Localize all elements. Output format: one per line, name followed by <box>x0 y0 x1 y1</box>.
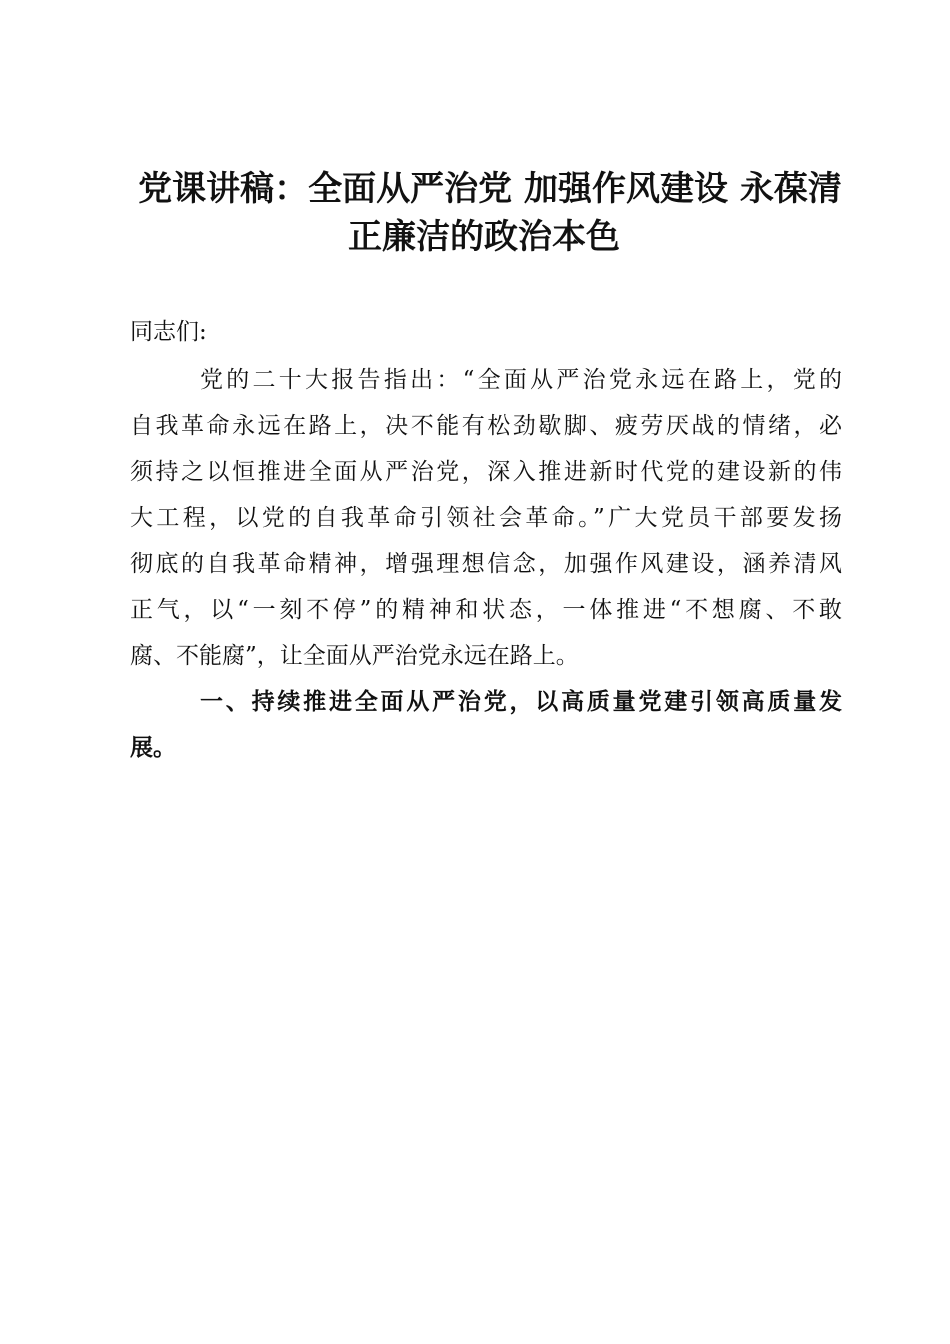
paragraph-line: 自我革命永远在路上，决不能有松劲歇脚、疲劳厌战的情绪，必 <box>130 413 842 439</box>
document-title-line: 正廉洁的政治本色 <box>348 217 620 257</box>
paragraph-line: 正气，以“一刻不停”的精神和状态，一体推进“不想腐、不敢 <box>130 597 842 623</box>
paragraph-line: 党的二十大报告指出：“全面从严治党永远在路上，党的 <box>200 367 842 393</box>
greeting: 同志们: <box>130 319 207 345</box>
section-heading-line: 一、持续推进全面从严治党，以高质量党建引领高质量发 <box>200 689 842 715</box>
document-title <box>110 165 870 261</box>
section-heading-line: 展。 <box>130 735 176 761</box>
body-paragraph <box>130 357 842 679</box>
paragraph-line: 腐、不能腐”，让全面从严治党永远在路上。 <box>130 643 579 669</box>
paragraph-line: 大工程，以党的自我革命引领社会革命。”广大党员干部要发扬 <box>130 505 842 531</box>
section-heading <box>130 679 842 771</box>
paragraph-line: 彻底的自我革命精神，增强理想信念，加强作风建设，涵养清风 <box>130 551 842 577</box>
paragraph-line: 须持之以恒推进全面从严治党，深入推进新时代党的建设新的伟 <box>130 459 842 485</box>
document-title-line: 党课讲稿：全面从严治党 加强作风建设 永葆清 <box>138 169 842 209</box>
